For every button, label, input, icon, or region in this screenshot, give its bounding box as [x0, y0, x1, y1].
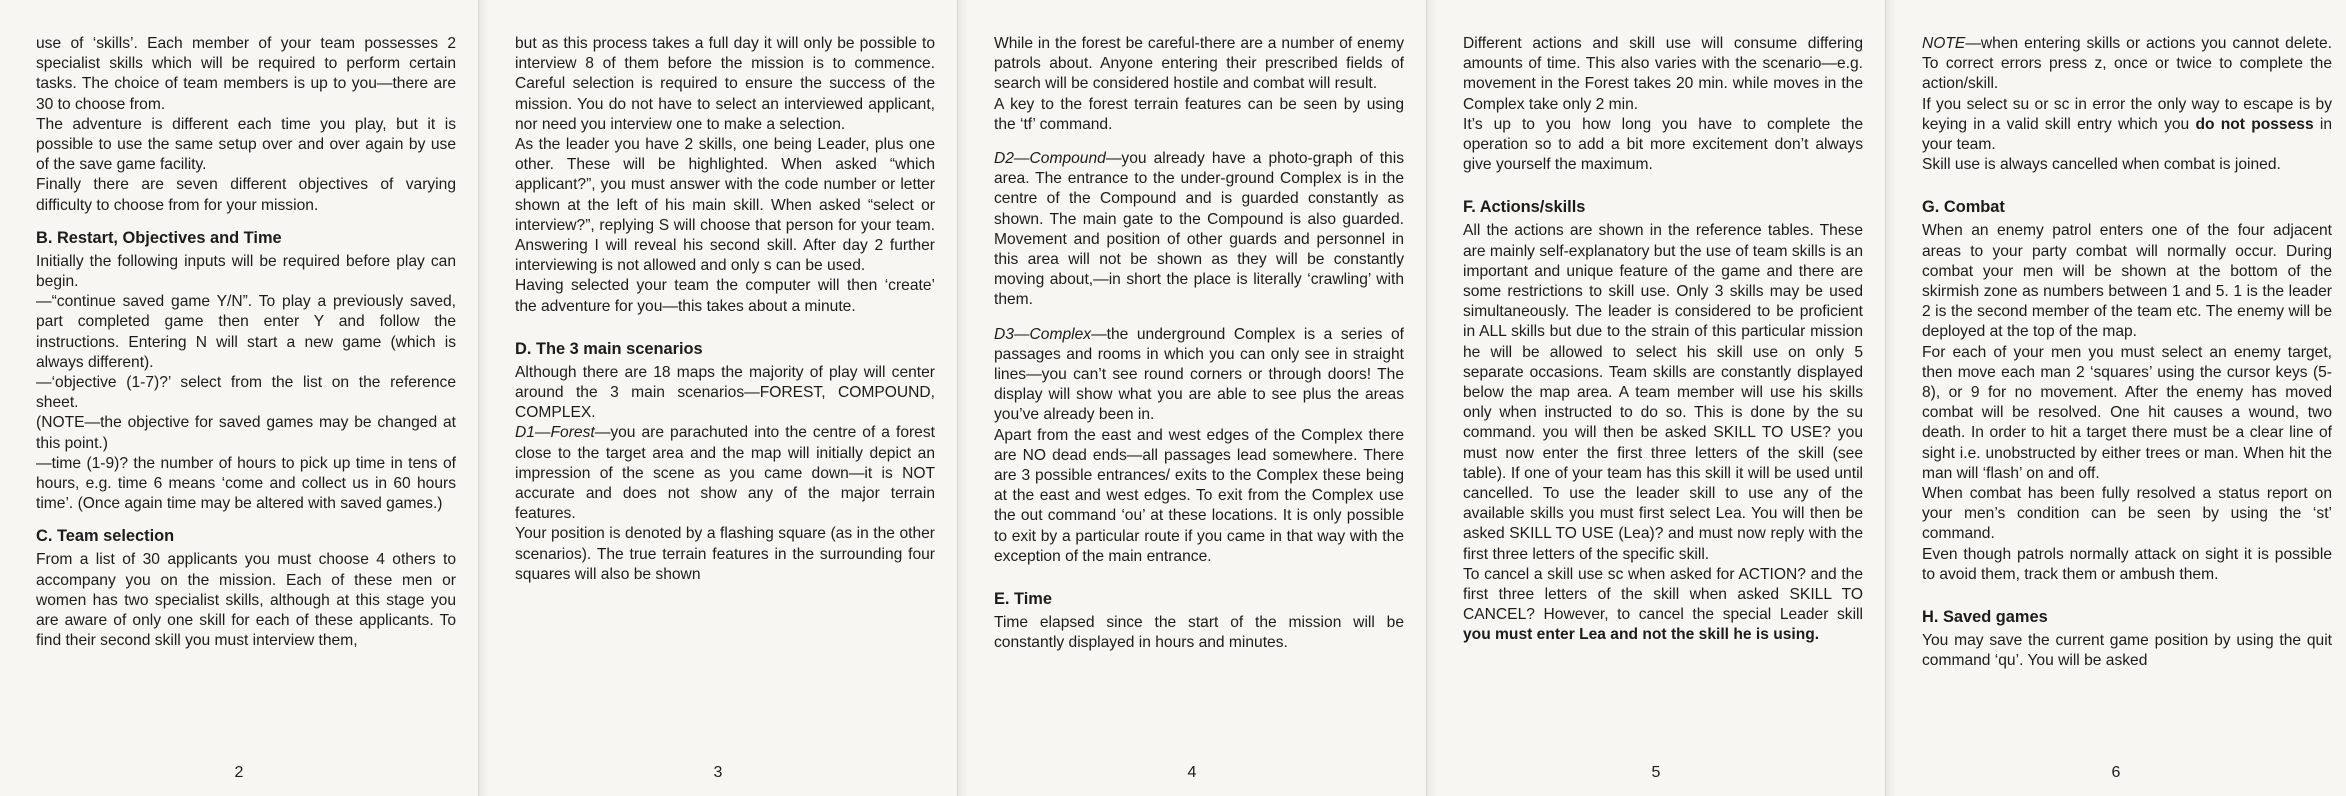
- paragraph: [36, 413, 456, 453]
- paragraph: [1922, 545, 2332, 585]
- paragraph-text: —when entering skills or actions you cannot delete. To correct errors press z, once or twice to complete the action/skill.: [1922, 35, 2332, 93]
- section-heading: E. Time: [994, 590, 1052, 609]
- paragraph-text: Finally there are seven different objectives of varying difficulty to choose from for your mission.: [36, 176, 456, 214]
- paragraph-text: Although there are 18 maps the majority of play will center around the 3 main scenarios—FOREST, COMPOUND, COMPLEX.: [515, 363, 935, 422]
- page-3: [478, 0, 957, 796]
- paragraph-text: —“continue saved game Y/N”. To play a previously saved, part completed game then enter Y and follow the instructions. Entering N will start a new game (which is always different).: [36, 293, 456, 371]
- paragraph: [515, 34, 935, 135]
- paragraph: [1922, 343, 2332, 484]
- paragraph-text: When an enemy patrol enters one of the four adjacent areas to your party combat will normally occur. During combat your men will be shown at the bottom of the skirmish zone as numbers between 1 and 5. 1 is the leader 2 is the second member of the team etc. The enemy will be deployed at the top of the map.: [1922, 222, 2332, 341]
- paragraph: [994, 95, 1404, 135]
- paragraph-text: When combat has been fully resolved a status report on your men’s condition can be seen by using the ‘st’ command.: [1922, 485, 2332, 543]
- paragraph-text: (NOTE—the objective for saved games may be changed at this point.): [36, 414, 456, 452]
- paragraph-text: Time elapsed since the start of the mission will be constantly displayed in hours and minutes.: [994, 614, 1404, 652]
- paragraph: [1922, 34, 2332, 95]
- bold-emphasis: you must enter Lea and not the skill he is using.: [1463, 626, 1820, 644]
- paragraph-text: As the leader you have 2 skills, one being Leader, plus one other. These will be highlighted. When asked “which applicant?”, you must answer with the code number or letter shown at the left of his main skill. When asked “select or interview?”, replying S will choose that person for your team. Answering I will reveal his second skill. After day 2 further interviewing is not allowed and only s can be used.: [515, 136, 935, 275]
- paragraph-text: You may save the current game position by using the quit command ‘qu’. You will be asked: [1922, 632, 2332, 670]
- section-heading: B. Restart, Objectives and Time: [36, 228, 282, 247]
- paragraph: [36, 252, 456, 292]
- paragraph: [36, 175, 456, 215]
- paragraph: [36, 115, 456, 176]
- paragraph: [1463, 115, 1863, 176]
- paragraph: [1922, 155, 2332, 175]
- paragraph: [994, 149, 1404, 311]
- italic-lead: D3—Complex: [994, 325, 1092, 343]
- page-2-text: [36, 34, 456, 651]
- italic-lead: D2—Compound: [994, 150, 1106, 168]
- paragraph: [1922, 95, 2332, 156]
- page-number: 6: [2111, 764, 2121, 781]
- section-heading: G. Combat: [1922, 198, 2005, 217]
- paragraph: [1922, 221, 2332, 342]
- page-5-text: [1463, 34, 1863, 646]
- paragraph: [36, 454, 456, 515]
- paragraph: [1922, 631, 2332, 671]
- page-5: [1426, 0, 1885, 796]
- paragraph-text: Different actions and skill use will consume differing amounts of time. This also varies with the scenario—e.g. movement in the Forest takes 20 min. while moves in the Complex take only 2 min.: [1463, 35, 1863, 113]
- paragraph: [994, 613, 1404, 653]
- page-number: 3: [713, 764, 723, 781]
- paragraph-text: Your position is denoted by a flashing square (as in the other scenarios). The true terrain features in the surrounding four squares will also be shown: [515, 525, 935, 583]
- paragraph: [515, 363, 935, 424]
- page-6: [1885, 0, 2346, 796]
- paragraph: [1922, 484, 2332, 545]
- paragraph-text: —time (1-9)? the number of hours to pick up time in tens of hours, e.g. time 6 means ‘come and collect us in 60 hours time’. (Once again time may be altered with saved games.): [36, 454, 456, 513]
- paragraph: [36, 550, 456, 651]
- paragraph-text: but as this process takes a full day it will only be possible to interview 8 of them before the mission is to commence. Careful selection is required to ensure the success of the mission. You do not have to select an interviewed applicant, nor need you interview one to make a selection.: [515, 35, 935, 133]
- paragraph-text: Having selected your team the computer will then ‘create’ the adventure for you—this takes about a minute.: [515, 277, 935, 315]
- paragraph-text: Initially the following inputs will be required before play can begin.: [36, 252, 456, 291]
- paragraph-text: Apart from the east and west edges of the Complex there are NO dead ends—all passages lead somewhere. There are 3 possible entrances/ exits to the Complex these being at the east and west edges. To exit from the Complex use the out command ‘ou’ at these locations. It is only possible to exit by a particular route if you came in that way with the exception of the main entrance.: [994, 426, 1404, 565]
- page-3-text: [515, 34, 935, 585]
- paragraph-text: For each of your men you must select an enemy target, then move each man 2 ‘squares’ using the cursor keys (5-8), or 9 for no movement. After the enemy has moved combat will be resolved. One hit causes a wound, two death. In order to hit a target there must be a clear line of sight i.e. unobstructed by either trees or man. When hit the man will ‘flash’ on and off.: [1922, 343, 2332, 482]
- paragraph: [994, 325, 1404, 426]
- paragraph: [994, 34, 1404, 95]
- page-4: [957, 0, 1426, 796]
- paragraph-text: To cancel a skill use sc when asked for ACTION? and the first three letters of the skill when asked SKILL TO CANCEL? However, to cancel the special Leader skill: [1463, 565, 1863, 624]
- paragraph-text: Even though patrols normally attack on sight it is possible to avoid them, track them or ambush them.: [1922, 545, 2332, 583]
- paragraph-tail: in your team.: [1922, 115, 2332, 154]
- paragraph: [1463, 565, 1863, 646]
- paragraph: [515, 276, 935, 316]
- paragraph: [1463, 34, 1863, 115]
- paragraph: [515, 524, 935, 585]
- paragraph-text: All the actions are shown in the reference tables. These are mainly self-explanatory but the use of team skills is an important and unique feature of the game and there are some restrictions to skill use. Only 3 skills may be used simultaneously. The leader is considered to be proficient in ALL skills but due to the strain of this particular mission he will be allowed to select his skill use on only 5 separate occasions. Team skills are constantly displayed below the map area. A team member will use his skills only when instructed to do so. This is done by the su command. you will then be asked SKILL TO USE? you must now enter the first three letters of the skill (see table). If one of your team has this skill it will be used until cancelled. To use the leader skill to use any of the available skills you must first select Lea. You will then be asked SKILL TO USE (Lea)? and must now reply with the first three letters of the specific skill.: [1463, 222, 1863, 563]
- paragraph-text: —the underground Complex is a series of passages and rooms in which you can only see in straight lines—you can’t see round corners or through doors! The display will show what you are able to see plus the areas you’ve already been in.: [994, 325, 1404, 424]
- section-heading: F. Actions/skills: [1463, 198, 1586, 217]
- page-number: 5: [1651, 764, 1661, 781]
- italic-lead: D1—Forest: [515, 424, 595, 442]
- paragraph: [515, 423, 935, 524]
- paragraph-text: Skill use is always cancelled when combat is joined.: [1922, 156, 2281, 174]
- paragraph-text: If you select su or sc in error the only way to escape is by keying in a valid skill entry which you: [1922, 95, 2332, 133]
- section-heading: H. Saved games: [1922, 608, 2048, 627]
- paragraph-text: The adventure is different each time you play, but it is possible to use the same setup over and over again by use of the save game facility.: [36, 115, 456, 174]
- section-heading: C. Team selection: [36, 527, 175, 546]
- paragraph: [1463, 221, 1863, 564]
- paragraph-text: It’s up to you how long you have to complete the operation so to add a bit more excitement don’t always give yourself the maximum.: [1463, 115, 1863, 174]
- paragraph: [515, 135, 935, 276]
- page-6-text: [1922, 34, 2332, 671]
- paragraph-text: A key to the forest terrain features can be seen by using the ‘tf’ command.: [994, 95, 1404, 133]
- italic-lead: NOTE: [1922, 35, 1966, 52]
- paragraph-text: While in the forest be careful-there are a number of enemy patrols about. Anyone entering their prescribed fields of search will be considered hostile and combat will result.: [994, 35, 1404, 93]
- page-number: 2: [234, 764, 244, 781]
- page-4-text: [994, 34, 1404, 653]
- paragraph-text: —‘objective (1-7)?’ select from the list on the reference sheet.: [36, 374, 456, 412]
- page-2: [0, 0, 478, 796]
- paragraph: [994, 426, 1404, 567]
- paragraph-text: —you are parachuted into the centre of a forest close to the target area and the map will initially depict an impression of the scene as you came down—it is NOT accurate and does not show any of the major terrain features.: [515, 424, 935, 523]
- page-number: 4: [1187, 764, 1197, 781]
- paragraph-text: use of ‘skills’. Each member of your team possesses 2 specialist skills which will be required to perform certain tasks. The choice of team members is up to you—there are 30 to choose from.: [36, 35, 456, 113]
- paragraph: [36, 373, 456, 413]
- bold-emphasis: do not possess: [2195, 115, 2314, 133]
- paragraph-text: —you already have a photo-graph of this area. The entrance to the under-ground Complex is in the centre of the Compound and is guarded constantly as shown. The main gate to the Compound is also guarded. Movement and position of other guards and personnel in this area will not be shown as they will be constantly moving about,—in short the place is literally ‘crawling’ with them.: [994, 150, 1404, 309]
- section-heading: D. The 3 main scenarios: [515, 339, 703, 358]
- paragraph-text: From a list of 30 applicants you must choose 4 others to accompany you on the mission. Each of these men or women has two specialist skills, although at this stage you are aware of only one skill for each of these applicants. To find their second skill you must interview them,: [36, 551, 456, 650]
- paragraph: [36, 34, 456, 115]
- paragraph: [36, 292, 456, 373]
